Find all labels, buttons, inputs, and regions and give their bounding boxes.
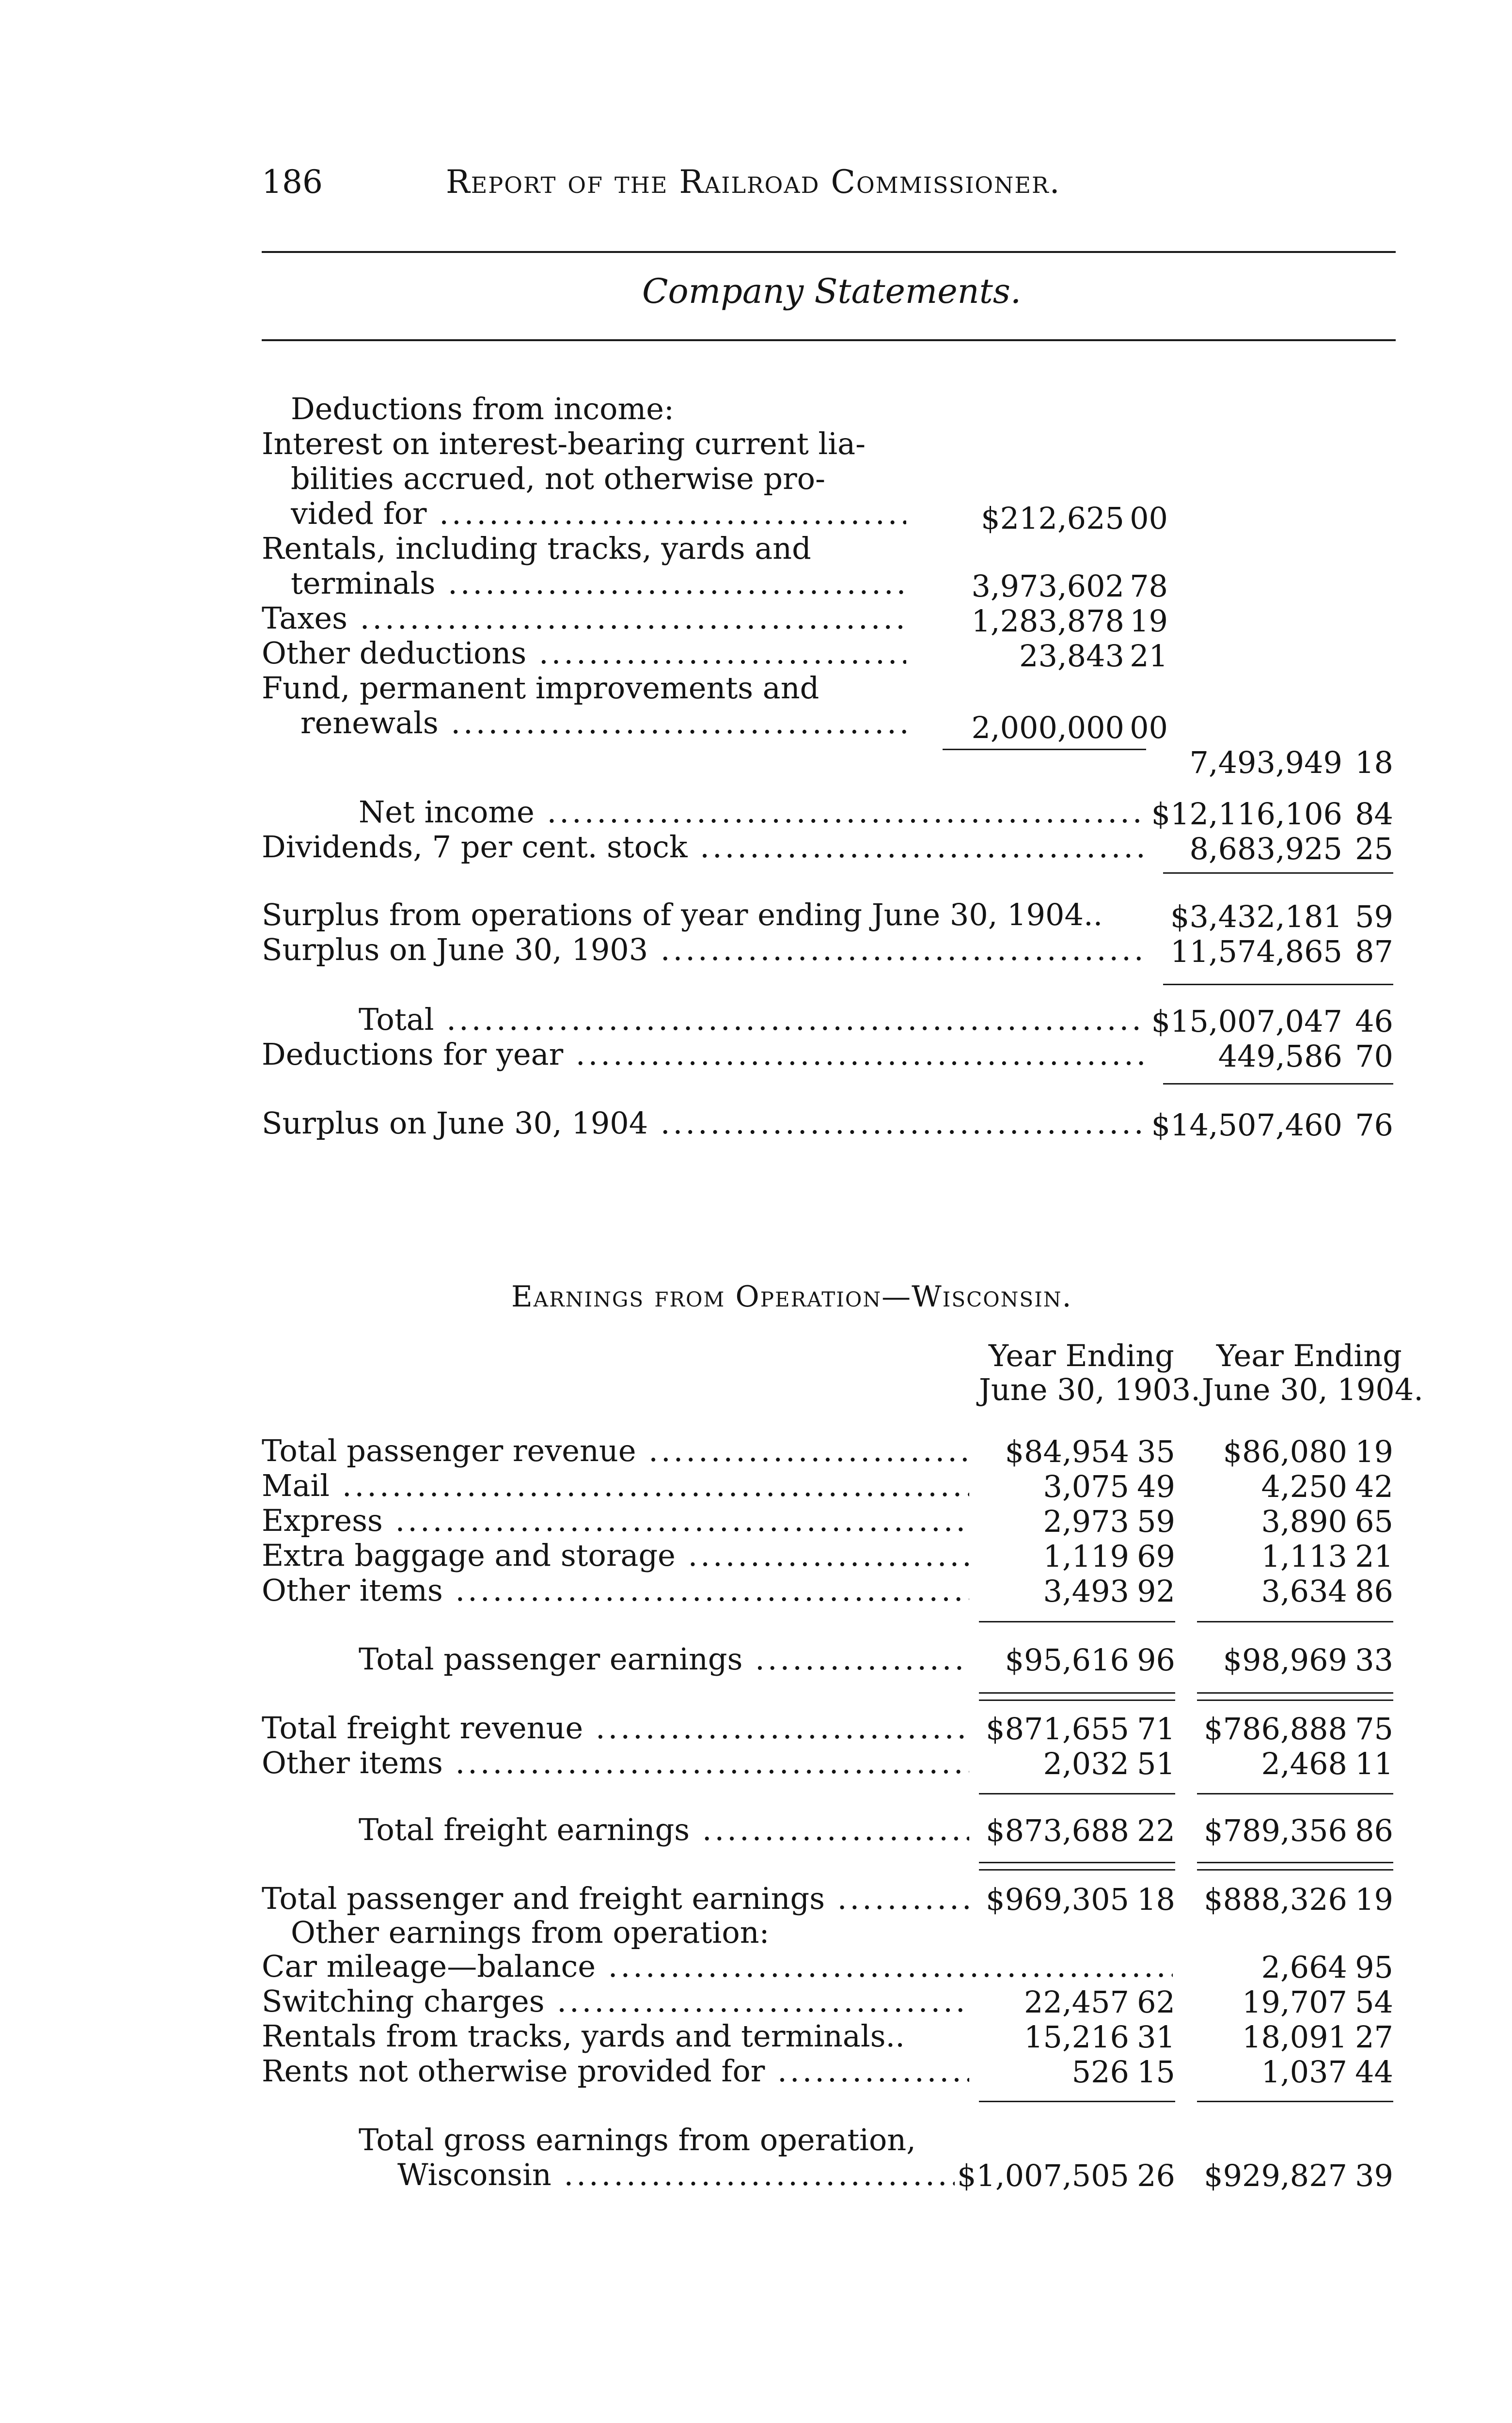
deduction-label: vided for ..... — [291, 496, 906, 531]
earnings-c1: 92 — [1137, 1573, 1175, 1609]
summary-amount: $14,507,460 — [1151, 1107, 1342, 1143]
col1-header-line: Year Ending — [989, 1338, 1174, 1373]
earnings-row-label: Total freight earnings ..... — [359, 1812, 969, 1847]
earnings-row-label: Total passenger earnings ..... — [359, 1642, 969, 1677]
summary-label: Surplus on June 30, 1903 ..... — [262, 932, 1144, 967]
earnings-c2: 44 — [1355, 2054, 1393, 2090]
grand-total-c1: 26 — [1137, 2158, 1175, 2193]
deduction-line: Rentals, including tracks, yards and — [262, 531, 811, 566]
earnings-v2: $789,356 — [1204, 1813, 1347, 1848]
earnings-subheading: Other earnings from operation: — [291, 1915, 770, 1950]
earnings-row-label: Rents not otherwise provided for ..... — [262, 2054, 969, 2089]
earnings-v2: 3,890 — [1261, 1504, 1347, 1539]
grand-total-label: Wisconsin ..... — [397, 2157, 955, 2192]
deduction-label: renewals ..... — [300, 706, 906, 740]
earnings-c2: 86 — [1355, 1813, 1393, 1848]
earnings-c2: 54 — [1355, 1984, 1393, 2020]
earnings-v1: $871,655 — [986, 1711, 1129, 1746]
summary-rule — [1163, 872, 1393, 874]
deduction-amount: 2,000,000 — [971, 710, 1124, 745]
summary-cents: 46 — [1355, 1004, 1393, 1039]
earnings-c2: 75 — [1355, 1711, 1393, 1746]
summary-label: Surplus on June 30, 1904 ..... — [262, 1106, 1144, 1141]
grand-total-line: Total gross earnings from operation, — [359, 2122, 916, 2157]
earnings-row-label: Car mileage—balance ..... — [262, 1949, 1173, 1984]
earnings-c1: 51 — [1137, 1746, 1175, 1781]
deductions-heading: Deductions from income: — [291, 391, 674, 426]
summary-label: Surplus from operations of year ending June 30, 1904.. — [262, 897, 1103, 932]
earnings-v2: 1,037 — [1261, 2054, 1347, 2090]
summary-rule — [1163, 1083, 1393, 1085]
earnings-c2: 95 — [1355, 1950, 1393, 1985]
earnings-row-label: Other items ..... — [262, 1573, 969, 1608]
subtotal-rule — [1197, 1621, 1393, 1622]
section-title: Company Statements. — [642, 271, 1022, 311]
earnings-c1: 69 — [1137, 1539, 1175, 1574]
grand-total-c2: 39 — [1355, 2158, 1393, 2193]
earnings-v1: $84,954 — [1005, 1434, 1129, 1469]
earnings-v2: 2,664 — [1261, 1950, 1347, 1985]
summary-cents: 59 — [1355, 899, 1393, 934]
header-rule-top — [262, 251, 1396, 253]
earnings-v1: 2,032 — [1043, 1746, 1129, 1781]
earnings-row-label: Express ..... — [262, 1503, 969, 1538]
deduction-cents: 00 — [1130, 710, 1168, 745]
earnings-title: Earnings from Operation—Wisconsin. — [511, 1280, 1072, 1314]
earnings-v2: $888,326 — [1204, 1882, 1347, 1917]
earnings-c1: 15 — [1137, 2054, 1175, 2090]
earnings-v1: 3,075 — [1043, 1469, 1129, 1504]
deduction-amount: 3,973,602 — [971, 568, 1124, 604]
deduction-line: Fund, permanent improvements and — [262, 670, 819, 706]
earnings-v2: $786,888 — [1204, 1711, 1347, 1746]
earnings-c1: 59 — [1137, 1504, 1175, 1539]
running-title: Report of the Railroad Commissioner. — [446, 163, 1061, 201]
earnings-v1: 1,119 — [1043, 1539, 1129, 1574]
grand-total-v1: $1,007,505 — [957, 2158, 1129, 2193]
summary-cents: 76 — [1355, 1107, 1393, 1143]
subtotal-rule — [1197, 2101, 1393, 2102]
summary-cents: 25 — [1355, 831, 1393, 866]
summary-cents: 84 — [1355, 796, 1393, 832]
deductions-total-cents: 18 — [1355, 745, 1393, 780]
earnings-v2: $86,080 — [1223, 1434, 1347, 1469]
earnings-v2: 19,707 — [1242, 1984, 1347, 2020]
earnings-row-label: Mail ..... — [262, 1468, 969, 1503]
deduction-line: bilities accrued, not otherwise pro- — [291, 461, 826, 496]
earnings-v1: 22,457 — [1024, 1984, 1129, 2020]
subtotal-rule — [1197, 1793, 1393, 1794]
earnings-v2: 18,091 — [1242, 2019, 1347, 2055]
summary-label: Deductions for year ..... — [262, 1037, 1144, 1072]
summary-label: Total ..... — [359, 1002, 1144, 1037]
earnings-row-label: Total freight revenue ..... — [262, 1711, 969, 1746]
earnings-row-label: Total passenger revenue ..... — [262, 1433, 969, 1468]
summary-amount: $15,007,047 — [1151, 1004, 1342, 1039]
earnings-c1: 31 — [1137, 2019, 1175, 2055]
earnings-c2: 65 — [1355, 1504, 1393, 1539]
page-number: 186 — [262, 163, 323, 201]
earnings-c2: 86 — [1355, 1573, 1393, 1609]
deduction-amount: 23,843 — [1019, 638, 1124, 674]
deduction-cents: 78 — [1130, 568, 1168, 604]
header-rule-bottom — [262, 339, 1396, 341]
col2-header-line: June 30, 1904. — [1202, 1372, 1423, 1407]
earnings-c2: 11 — [1355, 1746, 1393, 1781]
earnings-v1: 3,493 — [1043, 1573, 1129, 1609]
earnings-c1: 49 — [1137, 1469, 1175, 1504]
deduction-label: Other deductions ..... — [262, 636, 906, 671]
earnings-c2: 33 — [1355, 1642, 1393, 1678]
double-rule — [1197, 1692, 1393, 1701]
earnings-c2: 21 — [1355, 1539, 1393, 1574]
grand-total-v2: $929,827 — [1204, 2158, 1347, 2193]
summary-amount: 11,574,865 — [1170, 934, 1342, 969]
deductions-total-rule — [943, 749, 1146, 750]
earnings-c1: 62 — [1137, 1984, 1175, 2020]
earnings-v2: 4,250 — [1261, 1469, 1347, 1504]
deduction-cents: 19 — [1130, 603, 1168, 639]
earnings-c1: 71 — [1137, 1711, 1175, 1746]
summary-amount: 8,683,925 — [1189, 831, 1342, 866]
deduction-amount: 1,283,878 — [971, 603, 1124, 639]
deduction-cents: 21 — [1130, 638, 1168, 674]
earnings-v1: 15,216 — [1024, 2019, 1129, 2055]
double-rule — [1197, 1862, 1393, 1871]
col2-header-line: Year Ending — [1216, 1338, 1402, 1373]
earnings-v1: $969,305 — [986, 1882, 1129, 1917]
earnings-c2: 42 — [1355, 1469, 1393, 1504]
summary-amount: 449,586 — [1218, 1038, 1342, 1074]
earnings-v1: $95,616 — [1005, 1642, 1129, 1678]
earnings-row-label: Total passenger and freight earnings ..... — [262, 1881, 969, 1916]
subtotal-rule — [979, 2101, 1175, 2102]
deduction-label: terminals ..... — [291, 566, 906, 601]
earnings-row-label: Extra baggage and storage ..... — [262, 1538, 969, 1573]
earnings-row-label: Other items ..... — [262, 1746, 969, 1780]
earnings-c1: 35 — [1137, 1434, 1175, 1469]
earnings-v1: 2,973 — [1043, 1504, 1129, 1539]
col1-header-line: June 30, 1903. — [979, 1372, 1200, 1407]
deduction-amount: $212,625 — [981, 501, 1124, 536]
earnings-c2: 19 — [1355, 1882, 1393, 1917]
earnings-c1: 22 — [1137, 1813, 1175, 1848]
earnings-c2: 19 — [1355, 1434, 1393, 1469]
subtotal-rule — [979, 1621, 1175, 1622]
deduction-label: Taxes ..... — [262, 601, 906, 636]
summary-cents: 87 — [1355, 934, 1393, 969]
earnings-v2: $98,969 — [1223, 1642, 1347, 1678]
subtotal-rule — [979, 1793, 1175, 1794]
summary-label: Dividends, 7 per cent. stock ..... — [262, 830, 1144, 865]
earnings-v2: 2,468 — [1261, 1746, 1347, 1781]
double-rule — [979, 1862, 1175, 1871]
earnings-c1: 96 — [1137, 1642, 1175, 1678]
earnings-c1: 18 — [1137, 1882, 1175, 1917]
earnings-v2: 1,113 — [1261, 1539, 1347, 1574]
summary-amount: $3,432,181 — [1170, 899, 1342, 934]
deduction-cents: 00 — [1130, 501, 1168, 536]
earnings-row-label: Rentals from tracks, yards and terminals.. — [262, 2019, 905, 2054]
summary-amount: $12,116,106 — [1151, 796, 1342, 832]
double-rule — [979, 1692, 1175, 1701]
summary-rule — [1163, 984, 1393, 985]
earnings-v2: 3,634 — [1261, 1573, 1347, 1609]
earnings-v1: 526 — [1071, 2054, 1129, 2090]
earnings-row-label: Switching charges ..... — [262, 1984, 969, 2019]
earnings-c2: 27 — [1355, 2019, 1393, 2055]
earnings-v1: $873,688 — [986, 1813, 1129, 1848]
deduction-line: Interest on interest-bearing current lia- — [262, 426, 866, 461]
summary-label: Net income ..... — [359, 795, 1144, 830]
summary-cents: 70 — [1355, 1038, 1393, 1074]
deductions-total-amount: 7,493,949 — [1189, 745, 1342, 780]
